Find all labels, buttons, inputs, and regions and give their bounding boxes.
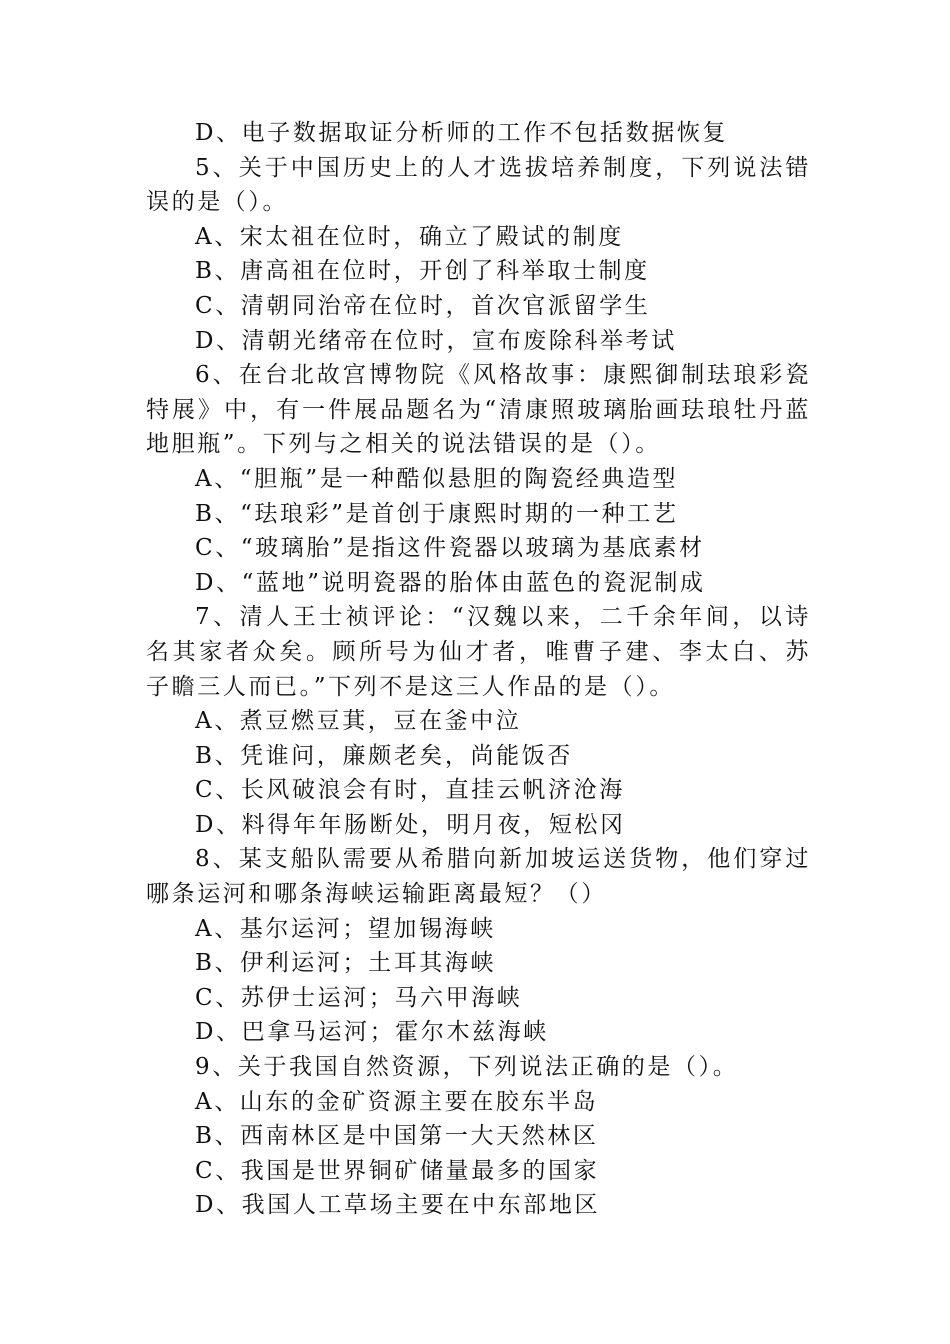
q8-question: 8、某支船队需要从希腊向新加坡运送货物，他们穿过哪条运河和哪条海峡运输距离最短？（） <box>146 846 811 908</box>
q9-question: 9、关于我国自然资源，下列说法正确的是（）。 <box>195 1054 739 1081</box>
q8-option-a: A、基尔运河；望加锡海峡 <box>195 915 496 942</box>
q8-option-c: C、苏伊士运河；马六甲海峡 <box>195 984 523 1011</box>
q5-option-a: A、宋太祖在位时，确立了殿试的制度 <box>195 223 624 250</box>
q7-option-b: B、凭谁问，廉颇老矣，尚能饭否 <box>195 742 573 769</box>
q7-option-a: A、煮豆燃豆萁，豆在釜中泣 <box>195 708 522 735</box>
q7-option-d: D、料得年年肠断处，明月夜，短松冈 <box>195 811 626 838</box>
q9-option-c: C、我国是世界铜矿储量最多的国家 <box>195 1157 600 1184</box>
q8-option-b: B、伊利运河；土耳其海峡 <box>195 950 497 977</box>
q6-option-a: A、“胆瓶”是一种酷似悬胆的陶瓷经典造型 <box>195 465 679 492</box>
q5-option-d: D、清朝光绪帝在位时，宣布废除科举考试 <box>195 327 677 354</box>
q9-option-d: D、我国人工草场主要在中东部地区 <box>195 1192 601 1219</box>
q5-question: 5、关于中国历史上的人才选拔培养制度，下列说法错误的是（）。 <box>146 154 811 216</box>
q8-option-d: D、巴拿马运河；霍尔木兹海峡 <box>195 1019 549 1046</box>
q9-option-b: B、西南林区是中国第一大天然林区 <box>195 1123 599 1150</box>
q7-question: 7、清人王士祯评论：“汉魏以来，二千余年间，以诗名其家者众矣。顾所号为仙才者，唯曹子建、李太白、苏子瞻三人而已。”下列不是这三人作品的是（）。 <box>146 604 811 700</box>
q6-option-b: B、“珐琅彩”是首创于康熙时期的一种工艺 <box>195 500 679 527</box>
q7-option-c: C、长风破浪会有时，直挂云帆济沧海 <box>195 777 625 804</box>
q6-option-d: D、“蓝地”说明瓷器的胎体由蓝色的瓷泥制成 <box>195 569 706 596</box>
q6-question: 6、在台北故宫博物院《风格故事：康熙御制珐琅彩瓷特展》中，有一件展品题名为“清康照玻璃胎画珐琅牡丹蓝地胆瓶”。下列与之相关的说法错误的是（）。 <box>146 362 811 458</box>
document-page <box>146 116 811 1223</box>
q5-option-c: C、清朝同治帝在位时，首次官派留学生 <box>195 292 651 319</box>
q6-option-c: C、“玻璃胎”是指这件瓷器以玻璃为基底素材 <box>195 535 705 562</box>
q9-option-a: A、山东的金矿资源主要在胶东半岛 <box>195 1088 599 1115</box>
q5-option-b: B、唐高祖在位时，开创了科举取士制度 <box>195 258 650 285</box>
q4-option-d: D、电子数据取证分析师的工作不包括数据恢复 <box>195 120 729 146</box>
